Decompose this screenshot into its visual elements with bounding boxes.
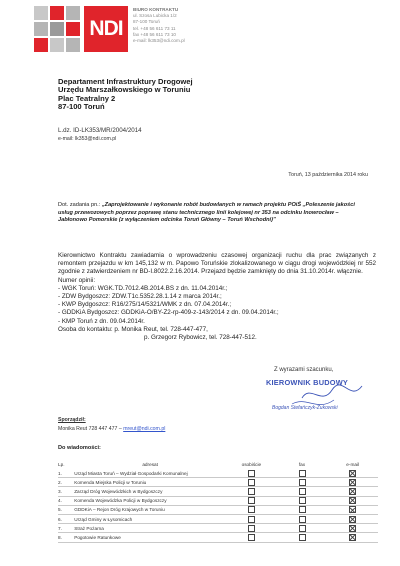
- company-line: tel. +48 56 611 73 11: [133, 25, 176, 31]
- email-checkbox[interactable]: [349, 516, 356, 523]
- row-email-cell: [327, 496, 378, 505]
- osobiscie-checkbox[interactable]: [248, 470, 255, 477]
- table-row: [58, 505, 378, 514]
- fax-checkbox[interactable]: [299, 488, 306, 495]
- row-osobiscie-cell: [226, 496, 277, 505]
- row-fax-cell: [277, 487, 328, 496]
- stamp-signatory: Bogdan Stefańczyk-Żukowski: [272, 405, 338, 411]
- row-number: 8.: [58, 533, 74, 542]
- recipient-line: Departament Infrastruktury Drogowej: [58, 77, 193, 86]
- row-recipient: Zarząd Dróg Wojewódzkich w Bydgoszczy: [74, 487, 226, 496]
- row-email-cell: [327, 524, 378, 533]
- row-number: 4.: [58, 496, 74, 505]
- row-email-cell: [327, 514, 378, 523]
- recipient-line: 87-100 Toruń: [58, 102, 105, 112]
- prepared-text: Monika Reut 728 447 477 –: [58, 426, 124, 432]
- row-osobiscie-cell: [226, 469, 277, 478]
- row-email-cell: [327, 469, 378, 478]
- row-fax-cell: [277, 533, 328, 542]
- email-checkbox[interactable]: [349, 479, 356, 486]
- table-row: [58, 496, 378, 505]
- osobiscie-checkbox[interactable]: [248, 488, 255, 495]
- row-recipient: Komenda Wojewódzka Policji w Bydgoszczy: [74, 496, 226, 505]
- row-fax-cell: [277, 496, 328, 505]
- row-fax-cell: [277, 478, 328, 487]
- row-fax-cell: [277, 469, 328, 478]
- company-line: 87-100 Toruń: [133, 19, 160, 25]
- body-paragraph: Kierownictwo Kontraktu zawiadamia o wprowadzeniu czasowej organizacji ruchu dla prac związanych z remontem przejazdu w km 145,132 w m. Papowo Toruńskie zlokalizowanego w ciągu drogi wojewódzkiej nr 552 zgodnie z zatwierdzeniem nr BD-I.8022.2.16.2014. Przejazd będzie zamknięty do dnia 31.10.2014r. włącznie.: [58, 252, 376, 276]
- prepared-by: [58, 417, 165, 432]
- row-number: 2.: [58, 478, 74, 487]
- fax-checkbox[interactable]: [299, 479, 306, 486]
- fax-checkbox[interactable]: [299, 525, 306, 532]
- osobiscie-checkbox[interactable]: [248, 506, 255, 513]
- contact-line: p. Grzegorz Rybowicz, tel. 728-447-512.: [144, 334, 257, 342]
- row-osobiscie-cell: [226, 524, 277, 533]
- osobiscie-checkbox[interactable]: [248, 516, 255, 523]
- email-checkbox[interactable]: [349, 534, 356, 541]
- prepared-email-link[interactable]: mreut@ndi.com.pl: [123, 426, 166, 432]
- permit-item: - KWP Bydgoszcz: R16/275/14/5321/WMK z dn. 07.04.2014r.;: [58, 301, 232, 309]
- email-checkbox[interactable]: [349, 506, 356, 513]
- company-line: ul. Szosa Lubicka 1/2: [133, 13, 177, 19]
- distribution-table: [58, 460, 378, 543]
- stamp-title: KIEROWNIK BUDOWY: [266, 378, 349, 387]
- table-row: [58, 514, 378, 523]
- table-row: [58, 524, 378, 533]
- osobiscie-checkbox[interactable]: [248, 479, 255, 486]
- header-lp: Lp.: [58, 462, 65, 467]
- recipient-line: Plac Teatralny 2: [58, 93, 116, 103]
- company-line: BIURO KONTRAKTU: [133, 7, 179, 12]
- fax-checkbox[interactable]: [299, 497, 306, 504]
- row-number: 6.: [58, 514, 74, 523]
- row-recipient: Komenda Miejska Policji w Toruniu: [74, 478, 226, 487]
- permits-label: Numer opinii:: [58, 276, 96, 284]
- closing-regards: Z wyrazami szacunku,: [274, 367, 334, 373]
- osobiscie-checkbox[interactable]: [248, 525, 255, 532]
- permit-item: - WGK Toruń: WGK.TD.7012.4B.2014.BS z dn. 11.04.2014r.;: [58, 284, 228, 292]
- permit-item: - ZDW Bydgoszcz: ZDW.T1c.5352.28.1.14 z marca 2014r.;: [58, 293, 222, 301]
- table-row: [58, 469, 378, 478]
- row-email-cell: [327, 533, 378, 542]
- company-line: e-mail: lk353@ndi.com.pl: [133, 38, 185, 44]
- logo-squares: [34, 6, 80, 52]
- row-recipient: GDDKiA – Rejon Dróg Krajowych w Toruniu: [74, 505, 226, 514]
- table-row: [58, 487, 378, 496]
- row-fax-cell: [277, 514, 328, 523]
- row-osobiscie-cell: [226, 505, 277, 514]
- letter-body: [58, 252, 376, 342]
- prepared-label: Sporządził:: [58, 417, 86, 423]
- row-email-cell: [327, 505, 378, 514]
- row-number: 1.: [58, 469, 74, 478]
- row-fax-cell: [277, 505, 328, 514]
- row-email-cell: [327, 478, 378, 487]
- row-recipient: Urząd Miasta Toruń – Wydział Gospodarki Komunalnej: [74, 469, 226, 478]
- table-row: [58, 478, 378, 487]
- email-checkbox[interactable]: [349, 497, 356, 504]
- osobiscie-checkbox[interactable]: [248, 497, 255, 504]
- fax-checkbox[interactable]: [299, 506, 306, 513]
- osobiscie-checkbox[interactable]: [248, 534, 255, 541]
- company-logo: NDI: [84, 6, 128, 52]
- permit-item: - KMP Toruń z dn. 09.04.2014r.: [58, 317, 145, 325]
- row-number: 5.: [58, 505, 74, 514]
- email-checkbox[interactable]: [349, 470, 356, 477]
- header-adresat: adresat: [142, 462, 158, 467]
- row-fax-cell: [277, 524, 328, 533]
- subject-prefix: Dot. zadania pn.:: [58, 202, 102, 208]
- fax-checkbox[interactable]: [299, 470, 306, 477]
- row-osobiscie-cell: [226, 478, 277, 487]
- row-number: 7.: [58, 524, 74, 533]
- permit-item: - GDDKiA Bydgoszcz: GDDKiA-O/BY-Z2-rp-409-z-143/2014 z dn. 09.04.2014r.;: [58, 309, 279, 317]
- header-email: e-mail: [346, 462, 360, 467]
- header-osobiscie: osobiście: [241, 462, 262, 467]
- manager-stamp: [262, 376, 372, 422]
- contact-line: Osoba do kontaktu: p. Monika Reut, tel. 728-447-477,: [58, 325, 208, 333]
- subject-text: „Zaprojektowanie i wykonanie robót budowlanych w ramach projektu POiŚ „Poleszenie jakości usług przewozowych poprzez poprawę stanu technicznego linii kolejowej nr 353 na odcinku Inowrocław – Jabłonowo Pomorskie (z wyłączeniem odcinka Toruń Główny – Toruń Wschodni)”: [58, 202, 355, 224]
- fax-checkbox[interactable]: [299, 516, 306, 523]
- company-line: fax +48 56 611 73 10: [133, 31, 176, 37]
- row-osobiscie-cell: [226, 514, 277, 523]
- row-email-cell: [327, 487, 378, 496]
- subject-line: [58, 202, 363, 225]
- email-checkbox[interactable]: [349, 525, 356, 532]
- email-checkbox[interactable]: [349, 488, 356, 495]
- reference-number: L.dz. ID-LK353/MR/2004/2014: [58, 127, 142, 134]
- row-number: 3.: [58, 487, 74, 496]
- row-recipient: Straż Pożarna: [74, 524, 226, 533]
- row-recipient: Pogotowie Ratunkowe: [74, 533, 226, 542]
- company-address-block: [133, 7, 243, 44]
- row-osobiscie-cell: [226, 487, 277, 496]
- distribution-title: Do wiadomości:: [58, 445, 101, 451]
- table-row: [58, 533, 378, 542]
- fax-checkbox[interactable]: [299, 534, 306, 541]
- place-date: Toruń, 13 października 2014 roku: [288, 172, 368, 178]
- row-osobiscie-cell: [226, 533, 277, 542]
- recipient-address: [58, 78, 193, 112]
- header-fax: fax: [298, 462, 306, 467]
- reference-email: e-mail: lk353@ndi.com.pl: [58, 136, 117, 142]
- recipient-line: Urzędu Marszałkowskiego w Toruniu: [58, 85, 191, 95]
- row-recipient: Urząd Gminy w Łysomicach: [74, 514, 226, 523]
